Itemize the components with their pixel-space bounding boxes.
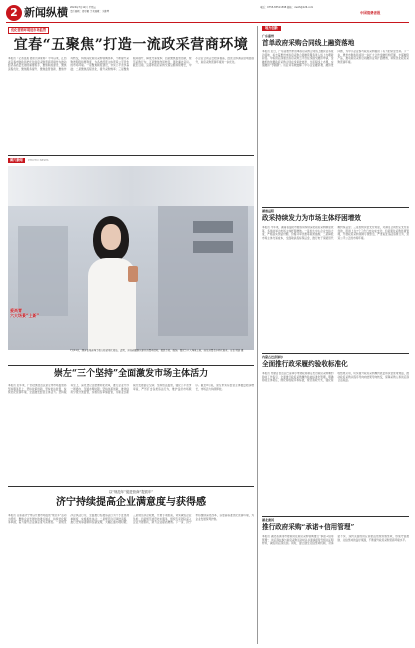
right-mid-body: 本报讯 今年来，湖南省益阳市财政局持续深化政府采购制度改革，多措并举为市场主体纾困增效。一是加大中小企业支持力度，严格落实预留份额、价格评审优惠等政策措施；二是降低市场主体交易成本，全面取消投标保证金，推行电子保函替代履约保证金；三是加快资金支付进度，对满足合同约定支付条件的，原则上在7个工作日内完成支付；四是强化采购监督管理，开展政府采购领域专项整治，严肃查处违法违规行为，营造公平公正的市场环境。	[262, 226, 409, 240]
right-low-headline[interactable]: 全面推行政采履约验收标准化	[262, 360, 348, 368]
phone-line: 电话：0755-83511598 邮箱：xwzh@126.com	[260, 6, 314, 9]
section-title: 新闻纵横	[24, 6, 68, 19]
lead-headline[interactable]: 宜春“五聚焦”打造一流政采营商环境	[13, 37, 249, 53]
right-mid-headline[interactable]: 政采持续发力为市场主体纾困增效	[262, 214, 361, 222]
right-bottom-body: 本报讯 湖北省黄冈市财政局在政府采购领域推行“承诺+信用管理”，供应商在参与政府采购活动时以书面承诺替代相关证明材料，减轻供应商负担。同时，建立健全失信惩戒机制，对承诺不实、违约失信的供应商依法依规实施惩戒，形成守信激励、失信惩戒的良好氛围，不断提升政府采购营商环境水平。	[262, 535, 409, 546]
lead-body: 本报讯（记者张燕 通讯员肖紫婷）今年以来，江西省宜春市财政局把优化政府采购营商环境作为推动经济高质量发展的重要抓手，聚焦制度建设、聚焦流程优化、聚焦服务提升、聚焦监管创新、聚焦作风转变，持续深化政府采购领域改革，不断提升采购透明度和便利度，为各类经营主体营造公平竞争的市场环境。一是聚焦制度建设，夯实公平竞争基础；二是聚焦流程优化，提升采购效率；三是聚焦服务提升，降低交易成本；四是聚焦监管创新，规范采购行为；五是聚焦作风转变，强化廉洁意识。截至目前，宜春市政府采购交易总额持续增长，中小企业合同占比稳步提高，经营主体满意度明显提升，政府采购营商环境进一步优化。	[8, 57, 254, 71]
column-divider	[257, 26, 258, 644]
right-low-body: 本报讯 内蒙古自治区巴彦淖尔市财政局制定出台政府采购履约验收工作指引，全面推行政府采购履约验收标准化管理。明确验收主体责任，细化验收程序和标准，规范验收方式，强化验收结果运用，切实提升政府采购履约质量和资金使用效益，推动政府采购从程序导向向结果导向转变，保障采购人和供应商合法权益。	[262, 372, 409, 383]
right-mid-rule	[262, 207, 409, 208]
right-top-tag: 广东惠州	[262, 34, 275, 38]
photo-news-block	[8, 158, 254, 354]
brand-name: 中国消费者报	[360, 11, 381, 15]
photo-top-rule	[8, 155, 254, 156]
newspaper-logo-badge: 2	[6, 5, 22, 21]
right-bottom-headline[interactable]: 推行政府采购“承诺+信用管理”	[262, 523, 355, 531]
right-mid-tag: 湖南益阳	[262, 209, 275, 213]
photo-caption: 7月11日，顾客在某商场美妆专柜试用化妆品。近期，多地商圈推出夏日消费季活动，聚焦美妆、服饰、餐饮等六大场景上新，满足消费者多样化需求。记者 郭晨 摄	[70, 349, 244, 352]
product-bottle	[128, 266, 138, 282]
right-top-body: 本报讯 近日，广东省惠州市首单政府采购合同线上融资业务成功落地，标志着惠州市政府采购合同融资服务进入线上办理新阶段。中标供应商通过政府采购云平台在线提交融资申请，金融机构依据政府采购合同在线审批放款，全流程线上办理，实现融资“零跑腿”。该业务有效缓解了中小企业融资难、融资贵问题，为中小企业参与政府采购提供了有力的资金支持。下一步，惠州市财政局将进一步扩大合作金融机构范围，丰富融资产品，推动政府采购合同融资业务扩面增效，持续优化政府采购营商环境。	[262, 50, 409, 68]
date-line: 2024年7月12日 星期五	[70, 6, 96, 9]
right-low-rule	[262, 353, 409, 354]
article2-top-rule	[8, 365, 254, 366]
photo-news-label-en: PHOTO NEWS	[28, 158, 49, 162]
woman-face	[101, 224, 121, 250]
article3-body: 本报讯 山东省济宁市以开展市场监管“规范年”活动为契机，聚焦企业发展中的难点堵点，持续优化服务举措，着力提升企业满意度与获得感。一是规范涉企执法行为，全面推行轻微违法行为不予处罚清单制度，实施柔性执法；二是规范许可审批流程，推行告知承诺制和容缺受理，大幅压缩办理时限；三是规范涉企收费，开展专项检查，切实减轻企业负担；四是规范质量技术服务，组织专家团队深入企业开展帮扶，助力企业提质增效。下一步，济宁市将继续深化改革，以更高标准优化营商环境，为企业发展保驾护航。	[8, 514, 254, 525]
photo-caption-title: 爱尚青 六大场景“上新”	[10, 308, 40, 318]
article2-headline[interactable]: 崇左“三个坚持”全面激发市场主体活力	[53, 369, 209, 379]
editor-line: 责任编辑：周亭惠 美术编辑：李维琴	[70, 10, 110, 13]
right-bottom-rule	[262, 516, 409, 517]
article3-kicker: 以“规范年”促进营商“提质年”	[108, 490, 154, 494]
header-rule	[6, 22, 409, 23]
article3-headline[interactable]: 济宁持续提高企业满意度与获得感	[56, 497, 206, 508]
right-bottom-tag: 湖北黄冈	[262, 518, 275, 522]
right-top-headline[interactable]: 首单政府采购合同线上融资落地	[262, 39, 355, 47]
right-section-label: 地方创新	[262, 26, 281, 31]
news-photo	[8, 166, 254, 350]
photo-news-label: 图片新闻	[10, 158, 23, 162]
right-low-tag: 内蒙古巴彦淖尔	[262, 355, 284, 359]
article3-top-rule	[8, 486, 254, 487]
article2-body: 本报讯 近年来，广西壮族自治区崇左市市场监管局坚持服务至上、坚持改革创新、坚持依法监管，持续优化营商环境，全面激发经营主体活力。坚持服务至上，深化登记注册便利化改革，推行企业开办一网通办，压缩办理时限；坚持改革创新，推进信用分级分类监管，实施包容审慎监管，为新业态新模式发展留足空间；坚持依法监管，强化公平竞争审查，严厉打击各类违法行为，维护良好市场秩序。截至6月底，崇左市实有经营主体数量稳步增长，市场活力持续释放。	[8, 384, 254, 395]
section-tag: 优化营商环境进市场监管	[8, 27, 49, 34]
